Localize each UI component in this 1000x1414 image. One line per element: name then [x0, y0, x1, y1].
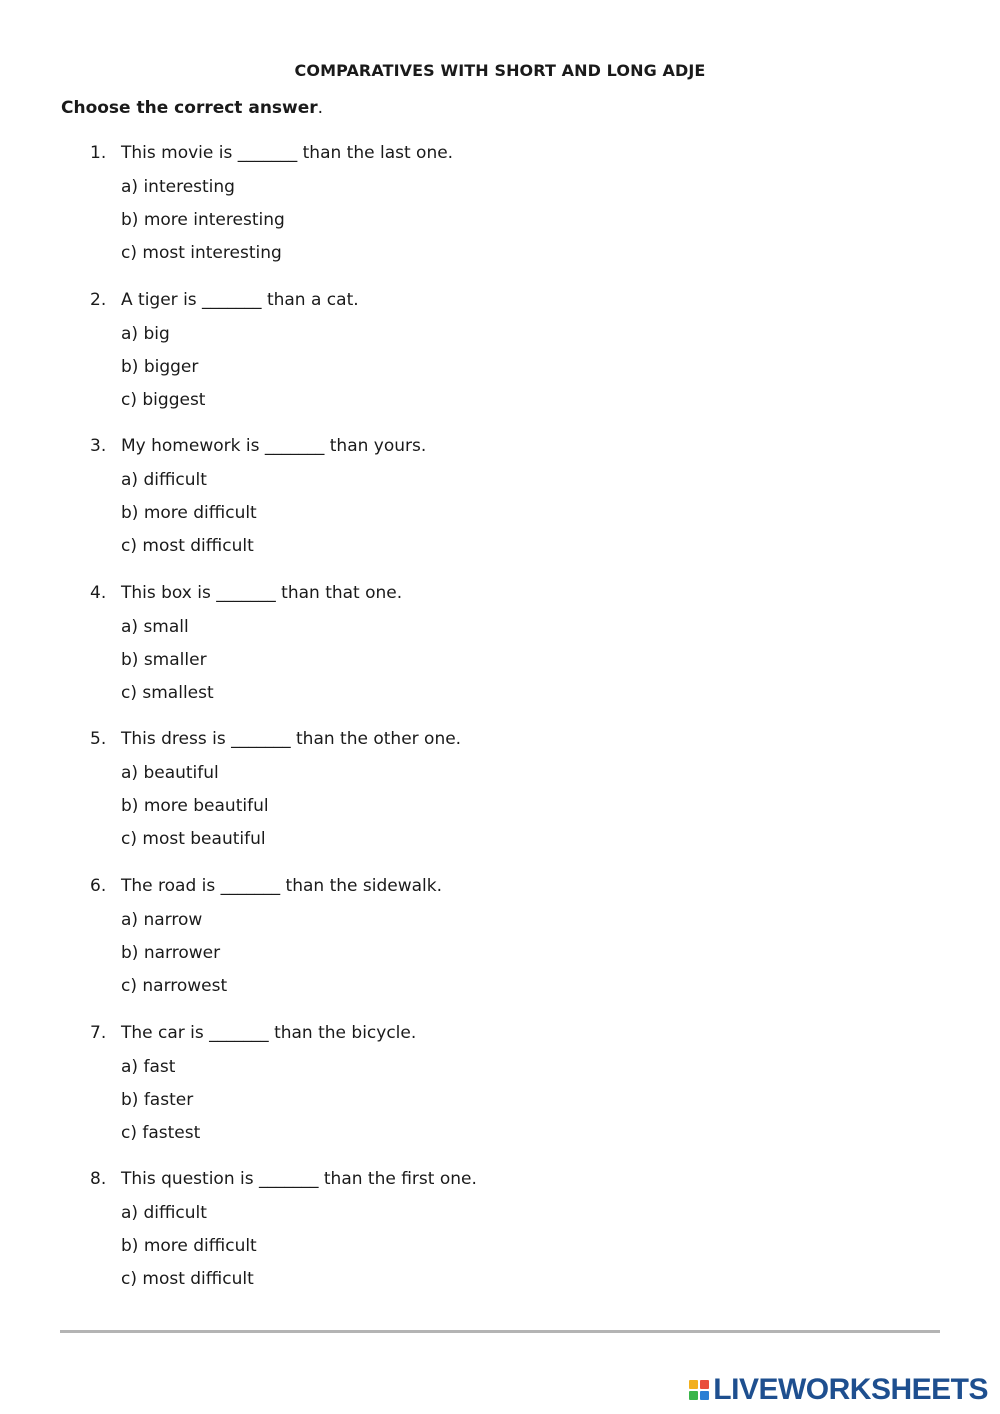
answer-option-c[interactable]: c) most difficult — [121, 1269, 254, 1290]
question-number: 7. — [90, 1022, 107, 1043]
question-number: 6. — [90, 875, 107, 896]
answer-option-c[interactable]: c) fastest — [121, 1122, 201, 1143]
question-3 — [0, 436, 1000, 583]
question-5 — [0, 729, 1000, 876]
question-text: A tiger is _______ than a cat. — [121, 289, 359, 310]
answer-option-c[interactable]: c) biggest — [121, 389, 206, 410]
answer-option-b[interactable]: b) more interesting — [121, 210, 285, 230]
question-number: 4. — [90, 582, 107, 603]
answer-option-a[interactable]: a) small — [121, 616, 189, 637]
question-8 — [0, 1169, 1000, 1316]
question-number: 3. — [90, 436, 107, 457]
question-text: This question is _______ than the first one. — [121, 1169, 477, 1190]
answer-option-b[interactable]: b) smaller — [121, 649, 207, 670]
instruction-period: . — [317, 98, 324, 118]
answer-option-a[interactable]: a) difficult — [121, 470, 207, 491]
brand-logo — [689, 1372, 988, 1408]
answer-option-c[interactable]: c) smallest — [121, 682, 214, 703]
question-4 — [0, 583, 1000, 730]
answer-option-b[interactable]: b) bigger — [121, 356, 199, 377]
answer-option-b[interactable]: b) narrower — [121, 942, 221, 963]
question-number: 1. — [90, 143, 107, 163]
question-text: This movie is _______ than the last one. — [121, 143, 454, 163]
question-1 — [0, 143, 1000, 290]
answer-option-c[interactable]: c) most difficult — [121, 536, 254, 557]
answer-option-a[interactable]: a) big — [121, 323, 170, 344]
brand-name: LIVEWORKSHEETS — [713, 1373, 988, 1406]
question-text: The road is _______ than the sidewalk. — [121, 875, 442, 896]
worksheet-title: COMPARATIVES WITH SHORT AND LONG ADJE — [294, 61, 706, 80]
question-text: My homework is _______ than yours. — [121, 436, 427, 457]
answer-option-a[interactable]: a) interesting — [121, 177, 235, 197]
answer-option-a[interactable]: a) beautiful — [121, 763, 219, 784]
logo-square-yellow — [689, 1380, 698, 1389]
answer-option-b[interactable]: b) more difficult — [121, 503, 257, 524]
answer-option-c[interactable]: c) narrowest — [121, 975, 228, 996]
footer-divider — [60, 1330, 940, 1333]
question-2 — [0, 290, 1000, 437]
question-number: 8. — [90, 1169, 107, 1190]
logo-square-red — [700, 1380, 709, 1389]
instruction-text: Choose the correct answer — [61, 98, 318, 118]
question-7 — [0, 1023, 1000, 1170]
answer-option-a[interactable]: a) fast — [121, 1056, 176, 1077]
answer-option-c[interactable]: c) most interesting — [121, 243, 282, 263]
liveworksheets-logo-icon — [689, 1380, 709, 1400]
logo-square-green — [689, 1391, 698, 1400]
question-text: The car is _______ than the bicycle. — [121, 1022, 417, 1043]
answer-option-b[interactable]: b) faster — [121, 1089, 194, 1110]
question-number: 2. — [90, 289, 107, 310]
question-number: 5. — [90, 729, 107, 750]
answer-option-a[interactable]: a) difficult — [121, 1203, 207, 1224]
logo-square-blue — [700, 1391, 709, 1400]
question-text: This dress is _______ than the other one. — [121, 729, 462, 750]
answer-option-a[interactable]: a) narrow — [121, 909, 203, 930]
answer-option-c[interactable]: c) most beautiful — [121, 829, 266, 850]
answer-option-b[interactable]: b) more beautiful — [121, 796, 269, 817]
instruction — [61, 98, 323, 118]
question-text: This box is _______ than that one. — [121, 582, 403, 603]
answer-option-b[interactable]: b) more difficult — [121, 1236, 257, 1257]
question-list — [0, 143, 1000, 1316]
question-6 — [0, 876, 1000, 1023]
